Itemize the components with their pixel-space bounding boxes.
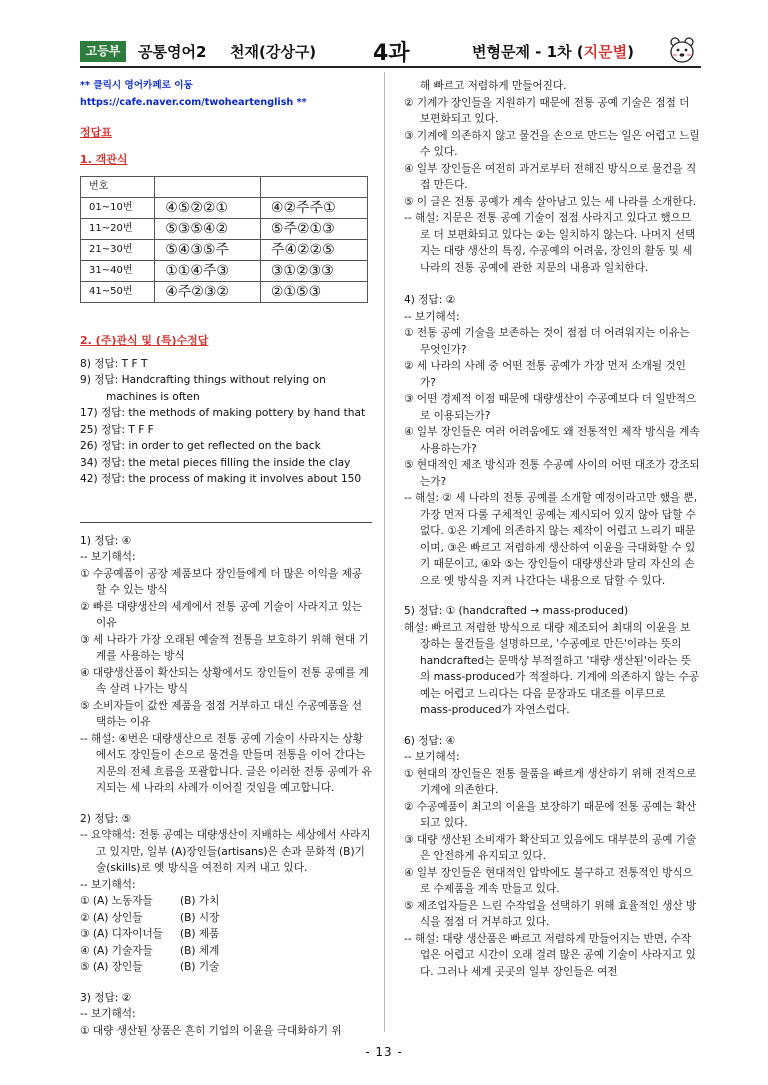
list-item: 42) 정답: the process of making it involves about 150 <box>80 473 362 485</box>
options-label: -- 보기해석: <box>404 751 460 763</box>
answer-line: 4) 정답: ② <box>404 294 456 306</box>
summary: -- 요약해석: 전통 공예는 대량생산이 지배하는 세상에서 사라지고 있지만, 일부 (A)장인들(artisans)은 손과 문화적 (B)기술(skills)로 옛 방식을 여전히 지켜 내고 있다. <box>80 829 371 874</box>
explanation: -- 해설: ④번은 대량생산으로 전통 공예 기술이 사라지는 상황에서도 장인들이 손으로 물건을 만들며 전통을 이어 간다는 지문의 전체 흐름을 포괄합니다. 글은 이러한 전통 공예가 유지되는 세 나라의 사례가 이어질 것임을 예고합니다. <box>80 732 372 794</box>
list-item: 25) 정답: T F F <box>80 423 154 436</box>
option: ⑤ 현대적인 제조 방식과 전통 수공예 사이의 어떤 대조가 강조되는가? <box>404 459 700 488</box>
answer-table-title: 정답표 <box>80 126 112 139</box>
options-label: -- 보기해석: <box>80 551 136 563</box>
header-rule <box>80 66 701 68</box>
table-row: 31~40번 ①①④주③ ③①②③③ <box>81 261 368 282</box>
option: ⑤ 이 글은 전통 공예가 계속 살아남고 있는 세 나라를 소개한다. <box>404 195 697 208</box>
grade-badge: 고등부 <box>80 41 126 62</box>
page-number: - 13 - <box>365 1045 403 1059</box>
option: ② 세 나라의 사례 중 어떤 전통 공예가 가장 먼저 소개될 것인가? <box>404 360 686 389</box>
question-5 <box>404 603 700 719</box>
right-column <box>404 78 700 980</box>
list-item: 34) 정답: the metal pieces filling the inside the clay <box>80 456 351 469</box>
option: ③ 대량 생산된 소비재가 확산되고 있음에도 대부분의 공예 기술은 안전하게 유지되고 있다. <box>404 833 697 862</box>
list-item: 26) 정답: in order to get reflected on the back <box>80 440 321 452</box>
table-row: 01~10번 ④⑤②②① ④②주주① <box>81 198 368 219</box>
option: ① 현대의 장인들은 전통 물품을 빠르게 생산하기 위해 전적으로 기계에 의존한다. <box>404 767 697 796</box>
option: ① 수공예품이 공장 제품보다 장인들에게 더 많은 이익을 제공할 수 있는 방식 <box>80 567 363 596</box>
option: ④ 대량생산품이 확산되는 상황에서도 장인들이 전통 공예를 계속 살려 나가는 방식 <box>80 666 369 695</box>
option: ① 전통 공예 기술을 보존하는 것이 점점 더 어려워지는 이유는 무엇인가? <box>404 327 690 356</box>
bear-mascot-icon <box>666 34 698 66</box>
option: ⑤ (A) 장인들 (B) 기술 <box>80 961 220 973</box>
option-continuation: 해 빠르고 저렴하게 만들어진다. <box>420 80 567 92</box>
table-header: 번호 <box>81 177 155 198</box>
cafe-link[interactable]: ** 클릭시 영어카페로 이동 https://cafe.naver.com/twoheartenglish ** <box>80 80 307 108</box>
option: ⑤ 제조업자들은 느린 수작업을 선택하기 위해 효율적인 생산 방식을 점점 더 거부하고 있다. <box>404 899 697 928</box>
exam-title: 변형문제 - 1차 (지문별) <box>472 43 634 61</box>
list-item: 9) 정답: Handcrafting things without relying on machines is often <box>80 374 326 403</box>
question-4 <box>404 292 700 589</box>
options-label: -- 보기해석: <box>80 878 136 891</box>
section-divider <box>80 522 372 523</box>
list-item: 17) 정답: the methods of making pottery by hand that <box>80 407 366 419</box>
options-label: -- 보기해석: <box>80 1008 136 1020</box>
explanation: 해설: 빠르고 저렴한 방식으로 대량 제조되어 최대의 이윤을 보장하는 물건들을 설명하므로, '수공예로 만든'이라는 뜻의 handcrafted는 문맥상 부적절하고 '대량 생산된'이라는 뜻의 mass-produced가 적절하다. 기계에 의존하지 않는 수공예는 어렵고 느리다는 다음 문장과도 대조를 이루므로 mass-produced가 자연스럽다. <box>404 621 700 716</box>
option: ① (A) 노동자들 (B) 가치 <box>80 895 220 907</box>
explanation: -- 해설: 대량 생산품은 빠르고 저렴하게 만들어지는 반면, 수작업은 어렵고 시간이 오래 걸려 많은 공예 기술이 사라지고 있다. 그러나 세계 곳곳의 일부 장인들은 여전 <box>404 932 696 978</box>
table-row: 11~20번 ⑤③⑤④② ⑤주②①③ <box>81 219 368 240</box>
option: ④ 일부 장인들은 현대적인 압박에도 불구하고 전통적인 방식으로 수제품을 계속 만들고 있다. <box>404 866 693 895</box>
option: ③ 어떤 경제적 이점 때문에 대량생산이 수공예보다 더 일반적으로 이용되는가? <box>404 393 697 422</box>
option: ③ 세 나라가 가장 오래된 예술적 전통을 보호하기 위해 현대 기계를 사용하는 방식 <box>80 633 369 662</box>
option: ② (A) 상인들 (B) 시장 <box>80 911 220 924</box>
option: ② 수공예품이 최고의 이윤을 보장하기 때문에 전통 공예는 확산되고 있다. <box>404 800 697 829</box>
answer-line: 1) 정답: ④ <box>80 534 132 547</box>
question-2 <box>80 811 372 976</box>
answer-line: 2) 정답: ⑤ <box>80 812 132 825</box>
lesson-title: 4과 <box>373 41 410 66</box>
option: ① 대량 생산된 상품은 흔히 기업의 이윤을 극대화하기 위 <box>80 1024 342 1037</box>
answer-line: 6) 정답: ④ <box>404 734 456 747</box>
option: ④ (A) 기술자들 (B) 체계 <box>80 944 220 957</box>
table-row: 41~50번 ④주②③② ②①⑤③ <box>81 282 368 303</box>
option: ③ 기계에 의존하지 않고 물건을 손으로 만드는 일은 어렵고 느릴 수 있다. <box>404 129 700 158</box>
option: ④ 일부 장인들은 여러 어려움에도 왜 전통적인 제작 방식을 계속 사용하는가? <box>404 426 700 455</box>
short-answer-list <box>80 356 372 488</box>
question-1 <box>80 533 372 797</box>
option: ③ (A) 디자이너들 (B) 제품 <box>80 928 220 940</box>
question-6 <box>404 733 700 981</box>
option: ⑤ 소비자들이 값싼 제품을 점점 거부하고 대신 수공예품을 선택하는 이유 <box>80 699 363 728</box>
option: ④ 일부 장인들은 여전히 과거로부터 전해진 방식으로 물건을 직접 만든다. <box>404 162 697 191</box>
list-item: 8) 정답: T F T <box>80 357 148 370</box>
publisher-title: 천재(강상구) <box>230 43 317 61</box>
options-label: -- 보기해석: <box>404 310 460 323</box>
column-divider <box>384 72 385 1032</box>
subject-title: 공통영어2 <box>138 43 207 61</box>
option: ② 기계가 장인들을 지원하기 때문에 전통 공예 기술은 점점 더 보편화되고 있다. <box>404 96 690 125</box>
left-column <box>80 78 372 1039</box>
page-header <box>80 38 700 68</box>
mc-title: 1. 객관식 <box>80 152 128 166</box>
table-row: 21~30번 ⑤④③⑤주 주④②②⑤ <box>81 240 368 261</box>
table-header-row <box>81 177 368 198</box>
sa-title: 2. (주)관식 및 (특)수정답 <box>80 334 209 347</box>
explanation: -- 해설: ② 세 나라의 전통 공예를 소개할 예정이라고만 했을 뿐, 가장 먼저 다룰 구체적인 공예는 제시되어 있지 않아 답할 수 없다. ①은 기계에 의존하지 않는 제작이 어렵고 느리기 때문이며, ③은 빠르고 저렴하게 생산하여 이윤을 극대화할 수 있기 때문이고, ④와 ⑤는 장인들이 대량생산과 달리 자신의 손으로 옛 방식을 지켜 나간다는 내용으로 답할 수 있다. <box>404 492 698 587</box>
answer-line: 3) 정답: ② <box>80 991 132 1004</box>
question-3-start <box>80 990 372 1040</box>
option: ② 빠른 대량생산의 세계에서 전통 공예 기술이 사라지고 있는 이유 <box>80 600 363 629</box>
explanation: -- 해설: 지문은 전통 공예 기술이 점점 사라지고 있다고 했으므로 더 보편화되고 있다는 ②는 일치하지 않는다. 나머지 선택지는 대량 생산의 특징, 수공예의 어려움, 장인의 활동 및 세 나라의 전통 공예에 관한 지문의 내용과 일치한다. <box>404 212 696 274</box>
answer-line: 5) 정답: ① (handcrafted → mass-produced) <box>404 605 629 617</box>
answer-table <box>80 176 368 303</box>
question-3-cont <box>404 78 700 276</box>
exam-title-red: 지문별 <box>583 43 628 61</box>
